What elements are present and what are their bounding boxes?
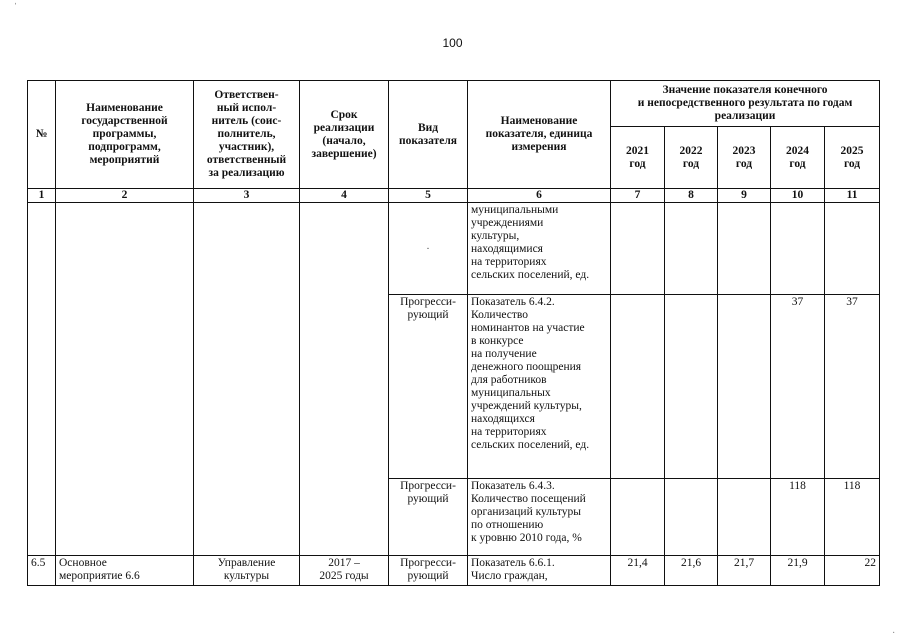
header-year-2021: 2021 год <box>611 127 665 189</box>
cell-value-2022 <box>665 203 718 295</box>
cell-value-2023: 21,7 <box>718 556 771 586</box>
cell-indicator-name: муниципальными учреждениями культуры, находящимися на территориях сельских поселений, ед. <box>468 203 611 295</box>
cell-value-2024: 118 <box>771 479 825 556</box>
cell-indicator-type: . <box>389 203 468 295</box>
column-number: 7 <box>611 189 665 203</box>
cell-executor <box>194 203 300 556</box>
cell-indicator-type: Прогресси- рующий <box>389 556 468 586</box>
column-number: 4 <box>300 189 389 203</box>
cell-period: 2017 – 2025 годы <box>300 556 389 586</box>
cell-number <box>28 203 56 556</box>
cell-value-2025: 118 <box>825 479 880 556</box>
cell-value-2023 <box>718 295 771 479</box>
cell-value-2024 <box>771 203 825 295</box>
header-year-2023: 2023 год <box>718 127 771 189</box>
cell-indicator-name: Показатель 6.4.2. Количество номинантов на участие в конкурсе на получение денежного поощрения для работников муниципальных учреждений культуры, находящихся на территориях сельских поселений, ед. <box>468 295 611 479</box>
column-number: 11 <box>825 189 880 203</box>
cell-number: 6.5 <box>28 556 56 586</box>
cell-program: Основное мероприятие 6.6 <box>56 556 194 586</box>
header-number: № <box>28 81 56 189</box>
header-indicator-name: Наименование показателя, единица измерения <box>468 81 611 189</box>
header-period: Срок реализации (начало, завершение) <box>300 81 389 189</box>
cell-indicator-type: Прогресси- рующий <box>389 479 468 556</box>
cell-value-2023 <box>718 479 771 556</box>
column-number: 5 <box>389 189 468 203</box>
column-number: 6 <box>468 189 611 203</box>
table-row <box>28 556 880 586</box>
header-executor: Ответствен- ный испол- нитель (соис- полнитель, участник), ответственный за реализацию <box>194 81 300 189</box>
cell-indicator-name: Показатель 6.6.1. Число граждан, <box>468 556 611 586</box>
column-number: 10 <box>771 189 825 203</box>
cell-value-2022 <box>665 479 718 556</box>
cell-value-2023 <box>718 203 771 295</box>
header-year-2025: 2025 год <box>825 127 880 189</box>
scan-tick-mark: ˈ <box>14 2 18 13</box>
column-number: 3 <box>194 189 300 203</box>
cell-value-2024: 21,9 <box>771 556 825 586</box>
cell-value-2025: 37 <box>825 295 880 479</box>
cell-value-2024: 37 <box>771 295 825 479</box>
indicators-table <box>27 80 880 586</box>
page-number: 100 <box>442 36 463 50</box>
column-number: 9 <box>718 189 771 203</box>
header-indicator-type: Вид показателя <box>389 81 468 189</box>
cell-value-2021 <box>611 295 665 479</box>
cell-indicator-name: Показатель 6.4.3. Количество посещений организаций культуры по отношению к уровню 2010 года, % <box>468 479 611 556</box>
cell-indicator-type: Прогресси- рующий <box>389 295 468 479</box>
header-values-group: Значение показателя конечного и непосредственного результата по годам реализации <box>611 81 880 127</box>
cell-period <box>300 203 389 556</box>
cell-value-2025: 22 <box>825 556 880 586</box>
cell-value-2025 <box>825 203 880 295</box>
cell-value-2022 <box>665 295 718 479</box>
cell-value-2021 <box>611 203 665 295</box>
header-year-2022: 2022 год <box>665 127 718 189</box>
column-number-row <box>28 189 880 203</box>
column-number: 8 <box>665 189 718 203</box>
cell-program <box>56 203 194 556</box>
cell-executor: Управление культуры <box>194 556 300 586</box>
table-row <box>28 203 880 295</box>
column-number: 2 <box>56 189 194 203</box>
cell-value-2021: 21,4 <box>611 556 665 586</box>
header-program-name: Наименование государственной программы, подпрограмм, мероприятий <box>56 81 194 189</box>
column-number: 1 <box>28 189 56 203</box>
cell-value-2021 <box>611 479 665 556</box>
cell-value-2022: 21,6 <box>665 556 718 586</box>
header-year-2024: 2024 год <box>771 127 825 189</box>
scan-corner-mark: · <box>892 628 896 639</box>
